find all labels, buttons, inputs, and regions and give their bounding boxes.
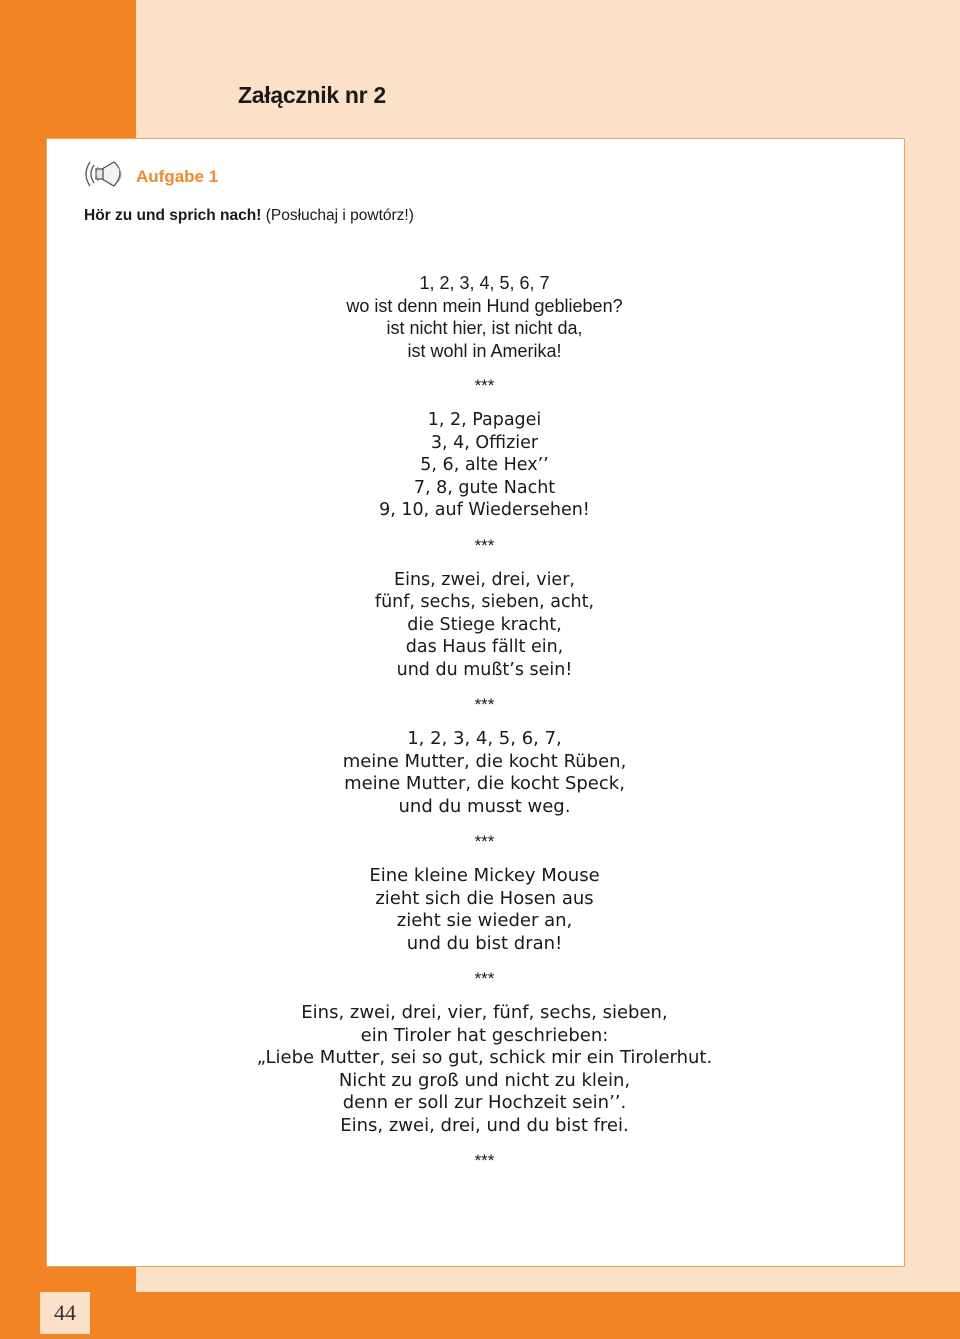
poem-line: Eins, zwei, drei, und du bist frei. [340,1114,629,1136]
poem [47,728,922,818]
exercise-instruction [84,207,414,225]
instruction-german: Hör zu und sprich nach! [84,207,262,224]
page-title: Załącznik nr 2 [238,82,386,108]
poem-separator: *** [474,969,495,988]
exercise-header [84,156,218,192]
poem [47,272,922,362]
poem-line: 5, 6, alte Hex’’ [420,455,549,475]
poem-line: 9, 10, auf Wiedersehen! [379,500,590,520]
poem-separator: *** [474,376,495,395]
poem [47,865,922,955]
poems-list [47,272,922,1184]
poem [47,569,922,682]
exercise-label: Aufgabe 1 [136,167,219,186]
poem-line: und du mußt’s sein! [396,659,573,680]
poem-line: das Haus fällt ein, [405,637,564,657]
poem-line: Eins, zwei, drei, vier, [394,569,575,590]
speaker-icon [84,158,130,190]
poem-line: ein Tiroler hat geschrieben: [360,1024,609,1046]
poem-line: 3, 4, Offizier [430,432,539,453]
poem [47,409,922,522]
poem-line: Eins, zwei, drei, vier, fünf, sechs, sieben, [301,1002,668,1023]
poem-line: ist wohl in Amerika! [407,340,562,361]
poem-line: „Liebe Mutter, sei so gut, schick mir ein Tirolerhut. [256,1047,713,1068]
poem-line: meine Mutter, die kocht Speck, [344,773,625,794]
poem-line: fünf, sechs, sieben, acht, [374,592,595,612]
poem-separator: *** [474,535,495,555]
poem-line: 1, 2, 3, 4, 5, 6, 7 [419,273,550,293]
poem-line: denn er soll zur Hochzeit sein’’. [342,1092,627,1113]
poem-line: und du bist dran! [406,932,563,954]
page-number: 44 [40,1292,90,1334]
poem-line: die Stiege kracht, [407,614,562,635]
poem-line: zieht sich die Hosen aus [375,887,594,909]
poem-line: und du musst weg. [398,795,571,817]
poem-line: ist nicht hier, ist nicht da, [386,318,583,338]
poem-line: 1, 2, Papagei [427,410,542,430]
poem-line: Nicht zu groß und nicht zu klein, [338,1069,631,1091]
instruction-polish: (Posłuchaj i powtórz!) [265,207,414,224]
poem-separator: *** [474,1151,495,1170]
poem-line: zieht sie wieder an, [396,910,573,931]
poem-line: Eine kleine Mickey Mouse [369,865,600,886]
poem-line: 1, 2, 3, 4, 5, 6, 7, [407,728,562,749]
poem-separator: *** [474,695,495,714]
poem-line: wo ist denn mein Hund geblieben? [346,295,623,316]
poem [47,1002,922,1137]
poem-line: meine Mutter, die kocht Rüben, [342,750,627,772]
orange-footer-bar [0,1292,960,1339]
poem-line: 7, 8, gute Nacht [413,477,556,498]
poem-separator: *** [474,832,495,851]
